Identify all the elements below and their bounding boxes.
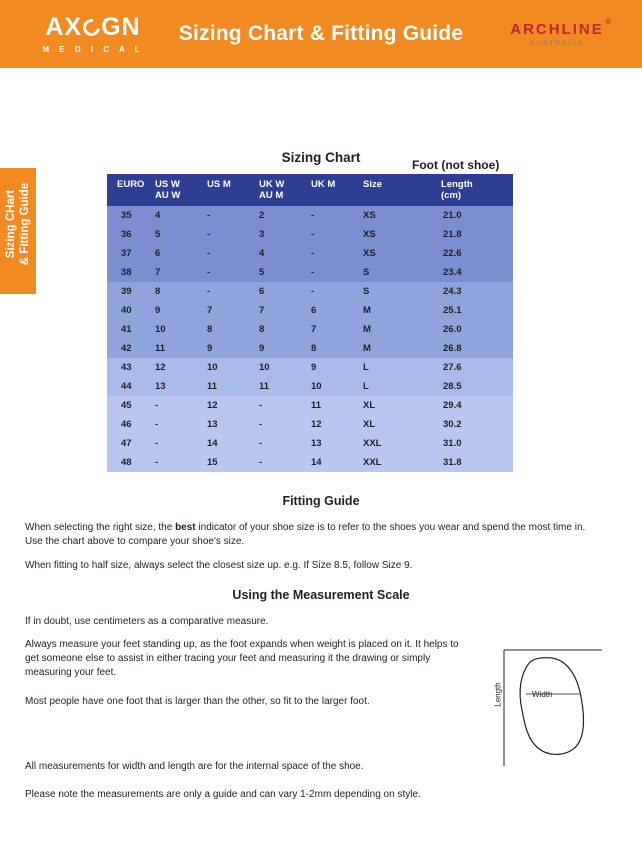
table-row [107, 263, 513, 282]
column-header-uk-w-line2: AU M [259, 190, 284, 201]
column-header-us-w-line2: AU W [155, 190, 181, 201]
cell-uk-m: - [309, 225, 361, 244]
cell-us-w: - [153, 453, 205, 472]
cell-uk-m: 6 [309, 301, 361, 320]
cell-us-m: 15 [205, 453, 257, 472]
cell-us-m: 10 [205, 358, 257, 377]
cell-us-m: 11 [205, 377, 257, 396]
cell-us-m: 13 [205, 415, 257, 434]
table-row [107, 320, 513, 339]
cell-size: XS [361, 225, 427, 244]
cell-uk-w: 10 [257, 358, 309, 377]
cell-uk-w: 7 [257, 301, 309, 320]
cell-us-m: 12 [205, 396, 257, 415]
cell-length: 27.6 [427, 358, 513, 377]
page-title: Sizing Chart & Fitting Guide [178, 22, 464, 45]
cell-uk-m: - [309, 206, 361, 225]
cell-size: XL [361, 415, 427, 434]
axign-wordmark-part1: AX [45, 12, 83, 41]
cell-uk-w: 4 [257, 244, 309, 263]
cell-euro: 35 [107, 206, 153, 225]
cell-euro: 42 [107, 339, 153, 358]
measurement-paragraph-1: If in doubt, use centimeters as a comparative measure. [25, 616, 269, 627]
side-tab [0, 168, 36, 294]
cell-length: 23.4 [427, 263, 513, 282]
cell-size: M [361, 339, 427, 358]
sizing-chart-title: Sizing Chart [281, 150, 361, 165]
cell-euro: 47 [107, 434, 153, 453]
cell-size: XXL [361, 453, 427, 472]
cell-us-w: 11 [153, 339, 205, 358]
cell-euro: 36 [107, 225, 153, 244]
cell-euro: 45 [107, 396, 153, 415]
cell-size: M [361, 301, 427, 320]
cell-uk-m: 11 [309, 396, 361, 415]
cell-length: 24.3 [427, 282, 513, 301]
cell-size: S [361, 282, 427, 301]
side-tab-label [4, 161, 32, 287]
table-header-row [107, 174, 513, 206]
cell-us-w: - [153, 434, 205, 453]
fitting-guide-paragraph-1 [25, 521, 595, 549]
column-header-length [427, 174, 513, 206]
column-header-us-w [153, 174, 205, 206]
cell-length: 29.4 [427, 396, 513, 415]
cell-length: 26.8 [427, 339, 513, 358]
column-header-uk-w-line1: UK W [259, 179, 285, 190]
cell-uk-w: - [257, 434, 309, 453]
axign-swoosh-icon [80, 15, 104, 39]
table-row [107, 244, 513, 263]
table-row [107, 415, 513, 434]
archline-sub-wordmark: AUSTRALIA [529, 40, 585, 47]
cell-us-m: - [205, 225, 257, 244]
cell-uk-w: 8 [257, 320, 309, 339]
cell-uk-w: 9 [257, 339, 309, 358]
cell-size: XL [361, 396, 427, 415]
cell-us-w: 12 [153, 358, 205, 377]
cell-size: L [361, 358, 427, 377]
cell-uk-m: 12 [309, 415, 361, 434]
cell-uk-m: - [309, 263, 361, 282]
fitting-guide-p1-part1: When selecting the right size, the [25, 522, 176, 533]
cell-length: 25.1 [427, 301, 513, 320]
cell-length: 31.8 [427, 453, 513, 472]
side-tab-label-line2: & Fitting Guide [19, 182, 31, 266]
cell-uk-m: 14 [309, 453, 361, 472]
cell-uk-m: 9 [309, 358, 361, 377]
axign-wordmark-part2: GN [101, 12, 141, 41]
cell-euro: 46 [107, 415, 153, 434]
measurement-paragraph-3: Most people have one foot that is larger than the other, so fit to the larger foot. [25, 696, 370, 707]
table-row [107, 282, 513, 301]
column-header-us-w-line1: US W [155, 179, 180, 190]
cell-size: XS [361, 244, 427, 263]
cell-uk-m: - [309, 244, 361, 263]
archline-wordmark-text: ARCHLINE [510, 21, 604, 38]
cell-length: 26.0 [427, 320, 513, 339]
cell-us-w: 9 [153, 301, 205, 320]
column-header-uk-w [257, 174, 309, 206]
cell-uk-m: - [309, 282, 361, 301]
cell-length: 21.8 [427, 225, 513, 244]
column-header-us-m: US M [205, 174, 257, 206]
foot-measurement-diagram [492, 648, 610, 768]
table-row [107, 206, 513, 225]
table-row [107, 358, 513, 377]
cell-length: 21.0 [427, 206, 513, 225]
fitting-guide-p1-part2: indicator of your shoe size is to refer to the shoes you wear and spend the most time in. Use the chart above to compare your shoe's size. [25, 522, 586, 547]
cell-length: 22.6 [427, 244, 513, 263]
table-row [107, 339, 513, 358]
cell-size: XXL [361, 434, 427, 453]
column-header-euro: EURO [107, 174, 153, 206]
table-row [107, 301, 513, 320]
cell-uk-w: - [257, 453, 309, 472]
fitting-guide-paragraph-2: When fitting to half size, always select the closest size up. e.g. If Size 8.5, follow Size 9. [25, 560, 413, 571]
cell-uk-m: 7 [309, 320, 361, 339]
measurement-paragraph-4: All measurements for width and length are for the internal space of the shoe. [25, 761, 364, 772]
column-header-length-line1: Length [441, 179, 473, 190]
cell-size: S [361, 263, 427, 282]
cell-us-w: - [153, 396, 205, 415]
registered-trademark-icon: ® [605, 19, 613, 26]
cell-uk-w: - [257, 396, 309, 415]
cell-size: M [361, 320, 427, 339]
diagram-width-label: Width [532, 690, 553, 699]
axign-sub-wordmark: M E D I C A L [42, 44, 144, 54]
diagram-length-label: Length [493, 682, 503, 707]
table-row [107, 434, 513, 453]
cell-euro: 39 [107, 282, 153, 301]
cell-euro: 37 [107, 244, 153, 263]
cell-us-m: - [205, 263, 257, 282]
table-row [107, 396, 513, 415]
fitting-guide-p1-emphasis: best [175, 522, 196, 533]
cell-euro: 43 [107, 358, 153, 377]
cell-euro: 40 [107, 301, 153, 320]
cell-us-m: 9 [205, 339, 257, 358]
table-row [107, 377, 513, 396]
cell-euro: 48 [107, 453, 153, 472]
cell-length: 28.5 [427, 377, 513, 396]
column-header-size: Size [361, 174, 427, 206]
table-row [107, 225, 513, 244]
measurement-paragraph-2: Always measure your feet standing up, as the foot expands when weight is placed on it. It helps to get someone else to assist in either tracing your feet and measuring it the drawing or simply measuring your feet. [25, 639, 459, 678]
cell-us-m: 14 [205, 434, 257, 453]
foot-outline-icon [492, 648, 610, 768]
foot-not-shoe-note: Foot (not shoe) [412, 158, 500, 172]
archline-wordmark [510, 19, 613, 38]
measurement-paragraph-5: Please note the measurements are only a guide and can vary 1-2mm depending on style. [25, 789, 421, 800]
cell-us-w: - [153, 415, 205, 434]
cell-uk-w: 11 [257, 377, 309, 396]
column-header-length-line2: (cm) [441, 190, 462, 201]
table-row [107, 453, 513, 472]
cell-uk-w: 5 [257, 263, 309, 282]
cell-us-m: - [205, 206, 257, 225]
side-tab-label-line1: Sizing CHart [5, 189, 17, 259]
archline-logo [492, 21, 642, 47]
cell-us-m: - [205, 282, 257, 301]
cell-us-w: 4 [153, 206, 205, 225]
measurement-scale-title: Using the Measurement Scale [232, 588, 410, 602]
cell-us-m: - [205, 244, 257, 263]
cell-uk-w: 2 [257, 206, 309, 225]
axign-wordmark [45, 12, 141, 41]
cell-uk-m: 13 [309, 434, 361, 453]
column-header-uk-m: UK M [309, 174, 361, 206]
axign-medical-logo [0, 12, 160, 54]
cell-length: 31.0 [427, 434, 513, 453]
fitting-guide-title: Fitting Guide [282, 494, 360, 508]
cell-euro: 41 [107, 320, 153, 339]
cell-us-m: 7 [205, 301, 257, 320]
cell-us-w: 6 [153, 244, 205, 263]
cell-size: XS [361, 206, 427, 225]
cell-uk-m: 8 [309, 339, 361, 358]
cell-us-w: 5 [153, 225, 205, 244]
cell-uk-w: 3 [257, 225, 309, 244]
cell-us-w: 7 [153, 263, 205, 282]
cell-euro: 38 [107, 263, 153, 282]
cell-euro: 44 [107, 377, 153, 396]
cell-us-w: 13 [153, 377, 205, 396]
cell-uk-w: 6 [257, 282, 309, 301]
cell-us-m: 8 [205, 320, 257, 339]
page-header [0, 0, 642, 68]
cell-size: L [361, 377, 427, 396]
cell-uk-w: - [257, 415, 309, 434]
cell-length: 30.2 [427, 415, 513, 434]
cell-us-w: 10 [153, 320, 205, 339]
cell-us-w: 8 [153, 282, 205, 301]
sizing-chart-table [107, 174, 513, 472]
cell-uk-m: 10 [309, 377, 361, 396]
